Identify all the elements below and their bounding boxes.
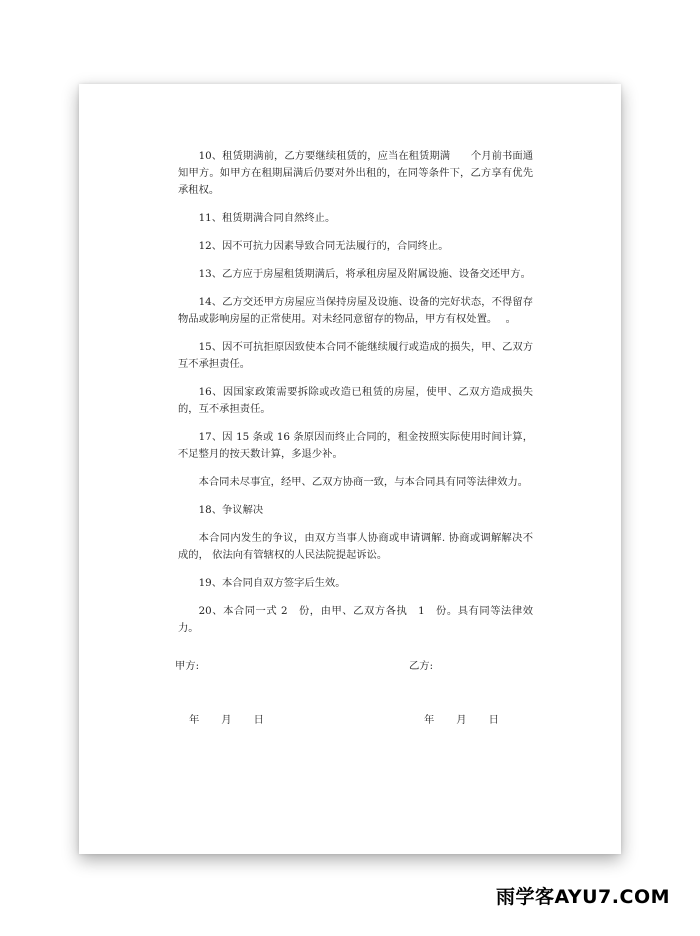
clause-11: 11、租赁期满合同自然终止。 bbox=[198, 212, 336, 224]
party-a-date-day: 日 bbox=[253, 714, 264, 726]
clause-18-heading: 18、争议解决 bbox=[198, 504, 264, 516]
site-watermark: 雨学客AYU7.COM bbox=[495, 886, 670, 908]
party-a-date-year: 年 bbox=[189, 714, 200, 726]
dispute-resolution-clause: 本合同内发生的争议，由双方当事人协商或申请调解. 协商或调解解决不成的， 依法向有管辖权的人民法院提起诉讼。 bbox=[178, 532, 533, 561]
clause-15: 15、因不可抗拒原因致使本合同不能继续履行或造成的损失，甲、乙双方互不承担责任。 bbox=[178, 341, 533, 370]
party-b-date-line bbox=[424, 711, 499, 726]
clause-13: 13、乙方应于房屋租赁期满后，将承租房屋及附属设施、设备交还甲方。 bbox=[198, 268, 531, 280]
supplementary-clause: 本合同未尽事宜，经甲、乙双方协商一致，与本合同具有同等法律效力。 bbox=[198, 476, 529, 488]
document-page bbox=[79, 84, 621, 854]
clause-20: 20、本合同一式 2 份，由甲、乙双方各执 1 份。具有同等法律效力。 bbox=[178, 605, 533, 634]
contract-body bbox=[178, 148, 533, 648]
clause-12: 12、因不可抗力因素导致合同无法履行的，合同终止。 bbox=[198, 240, 449, 252]
party-b-date-month: 月 bbox=[456, 714, 467, 726]
party-b-date-day: 日 bbox=[488, 714, 499, 726]
clause-10: 10、租赁期满前，乙方要继续租赁的，应当在租赁期满 个月前书面通知甲方。如甲方在租期届满后仍要对外出租的，在同等条件下，乙方享有优先承租权。 bbox=[178, 150, 533, 196]
party-a-signature-label: 甲方: bbox=[175, 660, 200, 672]
party-a-date-month: 月 bbox=[221, 714, 232, 726]
clause-19: 19、本合同自双方签字后生效。 bbox=[198, 577, 346, 589]
clause-17: 17、因 15 条或 16 条原因而终止合同的，租金按照实际使用时间计算，不足整月的按天数计算，多退少补。 bbox=[178, 431, 533, 460]
party-b-date-year: 年 bbox=[424, 714, 435, 726]
party-b-signature-label: 乙方: bbox=[409, 660, 434, 672]
clause-16: 16、因国家政策需要拆除或改造已租赁的房屋，使甲、乙双方造成损失的，互不承担责任。 bbox=[178, 386, 533, 415]
clause-14: 14、乙方交还甲方房屋应当保持房屋及设施、设备的完好状态，不得留存物品或影响房屋的正常使用。对未经同意留存的物品，甲方有权处置。 。 bbox=[178, 296, 533, 325]
party-a-date-line bbox=[189, 711, 264, 726]
